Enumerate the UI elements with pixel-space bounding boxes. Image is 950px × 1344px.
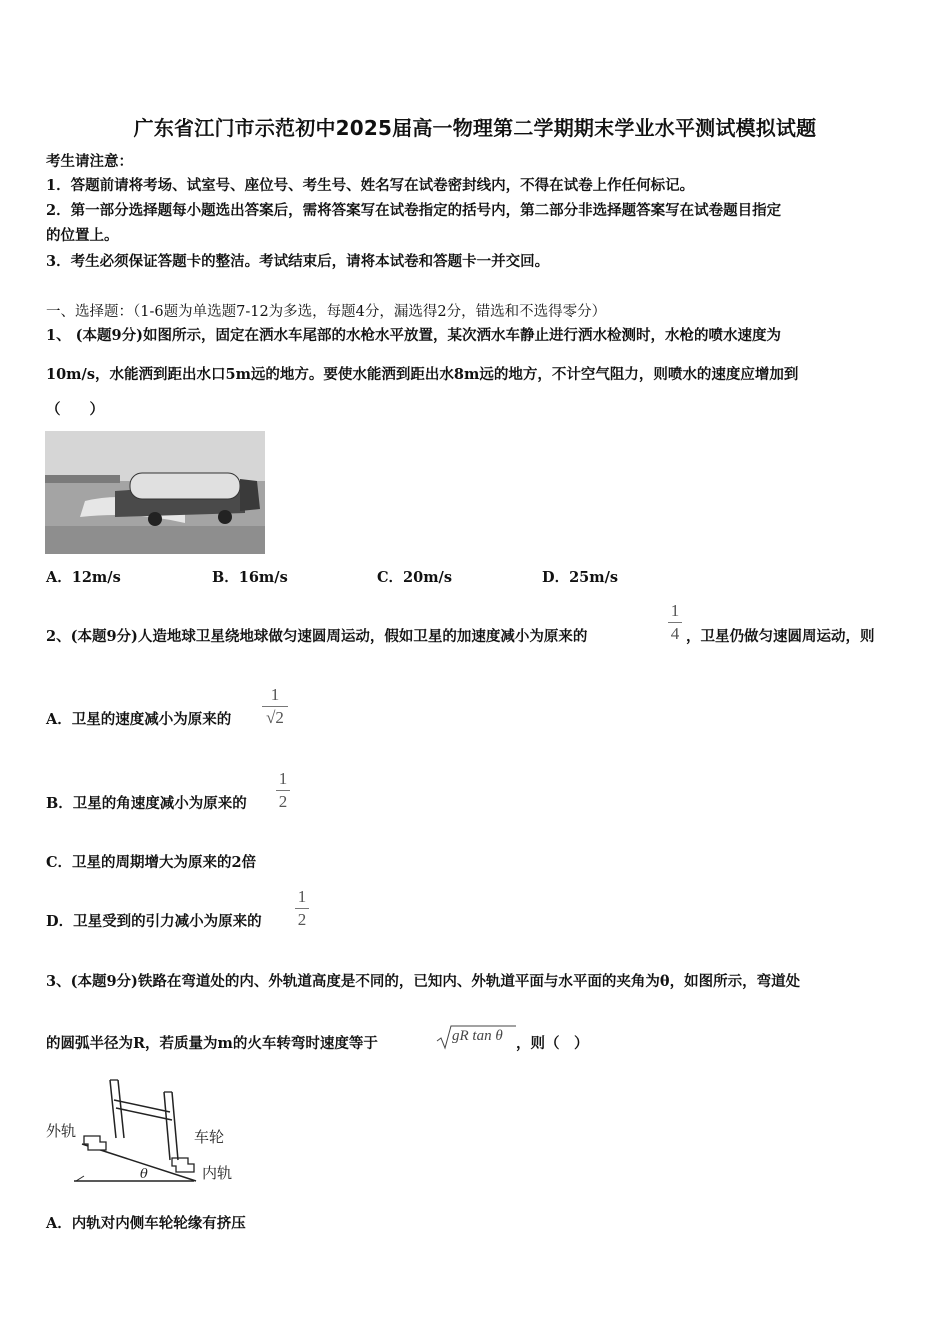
q2-option-d-fraction: [295, 888, 309, 929]
fraction-numerator: 1: [670, 601, 680, 620]
q1-option-a: A．12m/s: [46, 569, 121, 586]
fraction-denominator: 4: [670, 624, 680, 643]
q2-option-b-fraction: [276, 770, 290, 811]
label-inner-rail: 内轨: [202, 1164, 233, 1182]
fraction-numerator: 1: [297, 887, 307, 906]
q2-option-a-fraction: [262, 686, 288, 727]
label-angle: θ: [140, 1167, 148, 1182]
label-outer-rail: 外轨: [46, 1122, 77, 1140]
q2-stem-fraction: [668, 602, 682, 643]
q2-stem-end: ，卫星仍做匀速圆周运动，则: [686, 628, 875, 645]
q2-option-d: D．卫星受到的引力减小为原来的: [46, 913, 262, 930]
q2-option-c: C．卫星的周期增大为原来的2倍: [46, 854, 257, 871]
q1-option-d: D．25m/s: [542, 569, 619, 586]
q1-line-2: 10m/s，水能洒到距出水口5m远的地方。要使水能洒到距出水8m远的地方，不计空气阻力，则喷水的速度应增加到: [46, 366, 799, 383]
notice-heading: 考生请注意：: [46, 153, 133, 170]
q2-option-b: B．卫星的角速度减小为原来的: [46, 795, 247, 812]
fraction-denominator: 2: [278, 792, 288, 811]
q1-line-1: 1、 (本题9分)如图所示，固定在洒水车尾部的水枪水平放置，某次洒水车静止进行洒水检测时，水枪的喷水速度为: [46, 327, 781, 344]
page-title: 广东省江门市示范初中2025届高一物理第二学期期末学业水平测试模拟试题: [133, 116, 817, 140]
railway-figure: [44, 1078, 240, 1186]
q2-stem: 2、(本题9分)人造地球卫星绕地球做匀速圆周运动，假如卫星的加速度减小为原来的: [46, 628, 588, 645]
water-truck-photo: [45, 431, 265, 554]
fraction-numerator: 1: [270, 685, 280, 704]
notice-item-1: 1．答题前请将考场、试室号、座位号、考生号、姓名写在试卷密封线内，不得在试卷上作任何标记。: [46, 177, 695, 194]
q3-option-a: A．内轨对内侧车轮轮缘有挤压: [46, 1215, 246, 1232]
fraction-numerator: 1: [278, 769, 288, 788]
q3-formula-text: gR tan θ: [452, 1028, 503, 1044]
q3-line-2: 的圆弧半径为R，若质量为m的火车转弯时速度等于: [46, 1035, 378, 1052]
q1-option-b: B．16m/s: [212, 569, 288, 586]
q1-line-3: （ ）: [46, 401, 104, 418]
fraction-denominator: 2: [297, 910, 307, 929]
notice-item-3: 3．考生必须保证答题卡的整洁。考试结束后，请将本试卷和答题卡一并交回。: [46, 253, 550, 270]
q3-line-2-end: ，则（ ）: [516, 1035, 589, 1052]
notice-item-2: 2．第一部分选择题每小题选出答案后，需将答案写在试卷指定的括号内，第二部分非选择题答案写在试卷题目指定: [46, 202, 782, 219]
section-heading: 一、选择题：（1-6题为单选题7-12为多选，每题4分，漏选得2分，错选和不选得零分）: [46, 304, 607, 320]
q3-line-1: 3、(本题9分)铁路在弯道处的内、外轨道高度是不同的，已知内、外轨道平面与水平面的夹角为θ，如图所示，弯道处: [46, 973, 801, 990]
fraction-denominator: √2: [266, 708, 284, 727]
q2-option-a: A．卫星的速度减小为原来的: [46, 711, 232, 728]
label-wheel: 车轮: [194, 1128, 225, 1146]
q1-option-c: C．20m/s: [377, 569, 453, 586]
notice-item-2-cont: 的位置上。: [46, 227, 119, 244]
